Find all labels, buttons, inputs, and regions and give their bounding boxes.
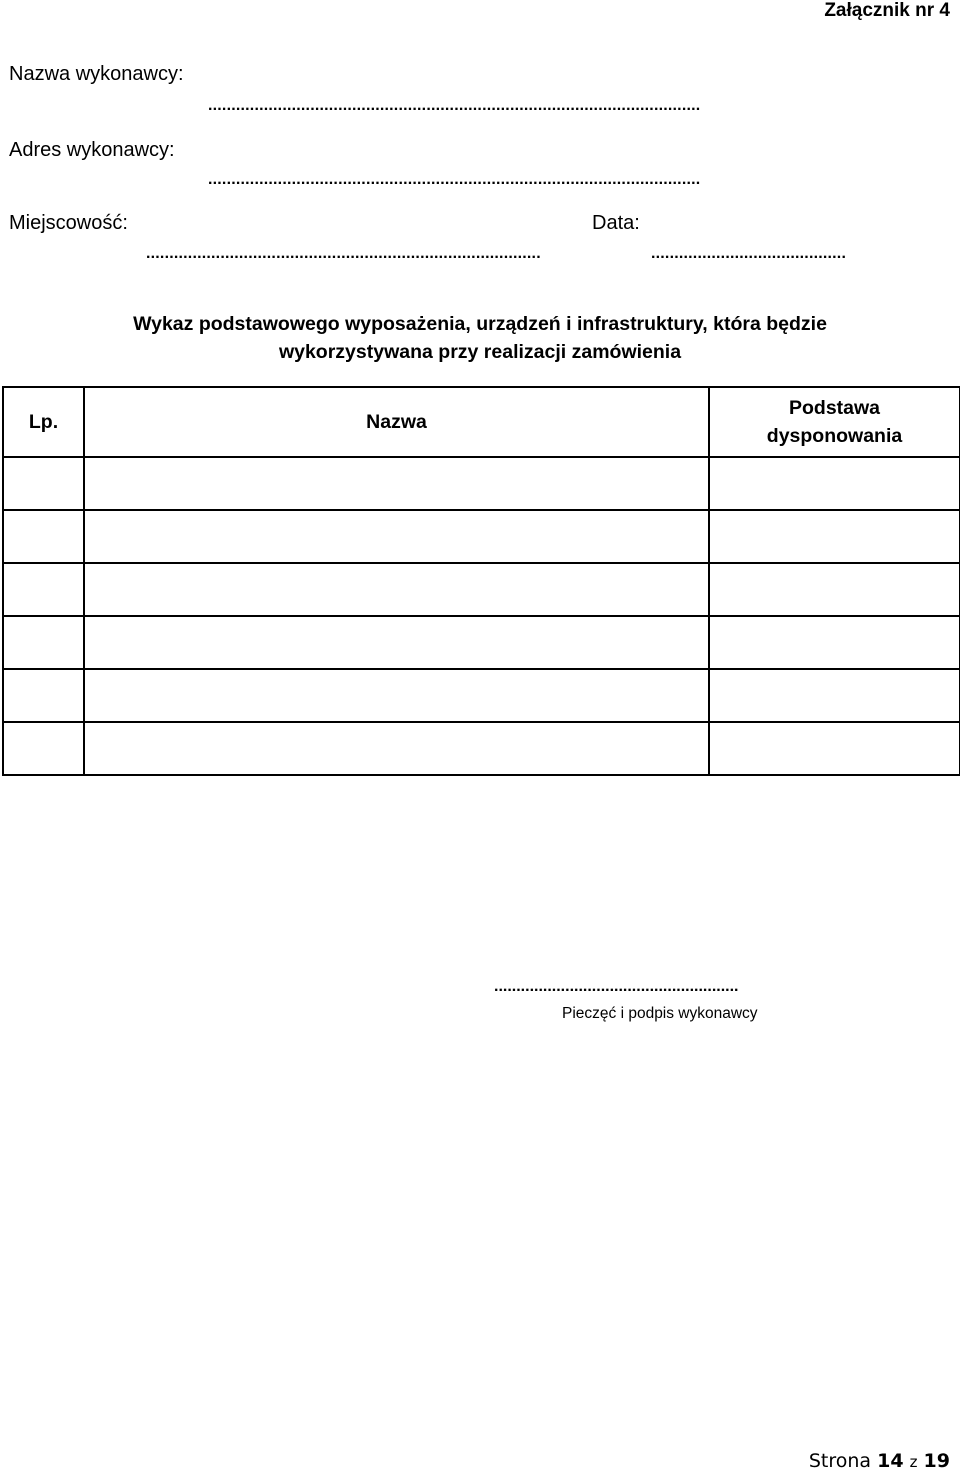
document-title <box>60 310 900 366</box>
total-pages: 19 <box>923 1450 950 1472</box>
contractor-name-label: Nazwa wykonawcy: <box>9 63 184 85</box>
page-separator: z <box>909 1453 918 1471</box>
cell-lp[interactable] <box>3 616 84 669</box>
document-title-line-2: wykorzystywana przy realizacji zamówienia <box>278 341 682 363</box>
city-field[interactable]: ..................................................................................... <box>146 245 541 262</box>
cell-name[interactable] <box>84 510 709 563</box>
header-lp: Lp. <box>3 387 84 457</box>
cell-name[interactable] <box>84 457 709 510</box>
cell-lp[interactable] <box>3 457 84 510</box>
city-label: Miejscowość: <box>9 212 128 234</box>
document-title-line-1: Wykaz podstawowego wyposażenia, urządzeń i infrastruktury, która będzie <box>133 313 827 335</box>
cell-basis[interactable] <box>709 722 960 775</box>
signature-label: Pieczęć i podpis wykonawcy <box>562 1005 758 1022</box>
contractor-name-field[interactable]: .......................................................................................................... <box>208 97 701 114</box>
cell-name[interactable] <box>84 563 709 616</box>
contractor-address-label: Adres wykonawcy: <box>9 139 175 161</box>
signature-field[interactable]: ....................................................... <box>494 978 739 995</box>
cell-lp[interactable] <box>3 563 84 616</box>
contractor-address-field[interactable]: .......................................................................................................... <box>208 171 701 188</box>
cell-lp[interactable] <box>3 510 84 563</box>
cell-basis[interactable] <box>709 616 960 669</box>
page-prefix: Strona <box>808 1450 872 1472</box>
cell-basis[interactable] <box>709 510 960 563</box>
table-row <box>3 669 960 722</box>
equipment-table <box>2 386 960 776</box>
table-row <box>3 616 960 669</box>
table-row <box>3 722 960 775</box>
date-label: Data: <box>592 212 640 234</box>
cell-name[interactable] <box>84 722 709 775</box>
header-basis: Podstawa dysponowania <box>709 387 960 457</box>
cell-name[interactable] <box>84 616 709 669</box>
cell-basis[interactable] <box>709 669 960 722</box>
cell-lp[interactable] <box>3 722 84 775</box>
table-row <box>3 457 960 510</box>
date-field[interactable]: .......................................... <box>651 245 847 262</box>
cell-name[interactable] <box>84 669 709 722</box>
table-header-row <box>3 387 960 457</box>
cell-basis[interactable] <box>709 563 960 616</box>
table-row <box>3 563 960 616</box>
cell-lp[interactable] <box>3 669 84 722</box>
header-name: Nazwa <box>84 387 709 457</box>
page-number <box>809 1450 950 1472</box>
attachment-label: Załącznik nr 4 <box>824 0 950 21</box>
table-row <box>3 510 960 563</box>
cell-basis[interactable] <box>709 457 960 510</box>
current-page: 14 <box>877 1450 904 1472</box>
